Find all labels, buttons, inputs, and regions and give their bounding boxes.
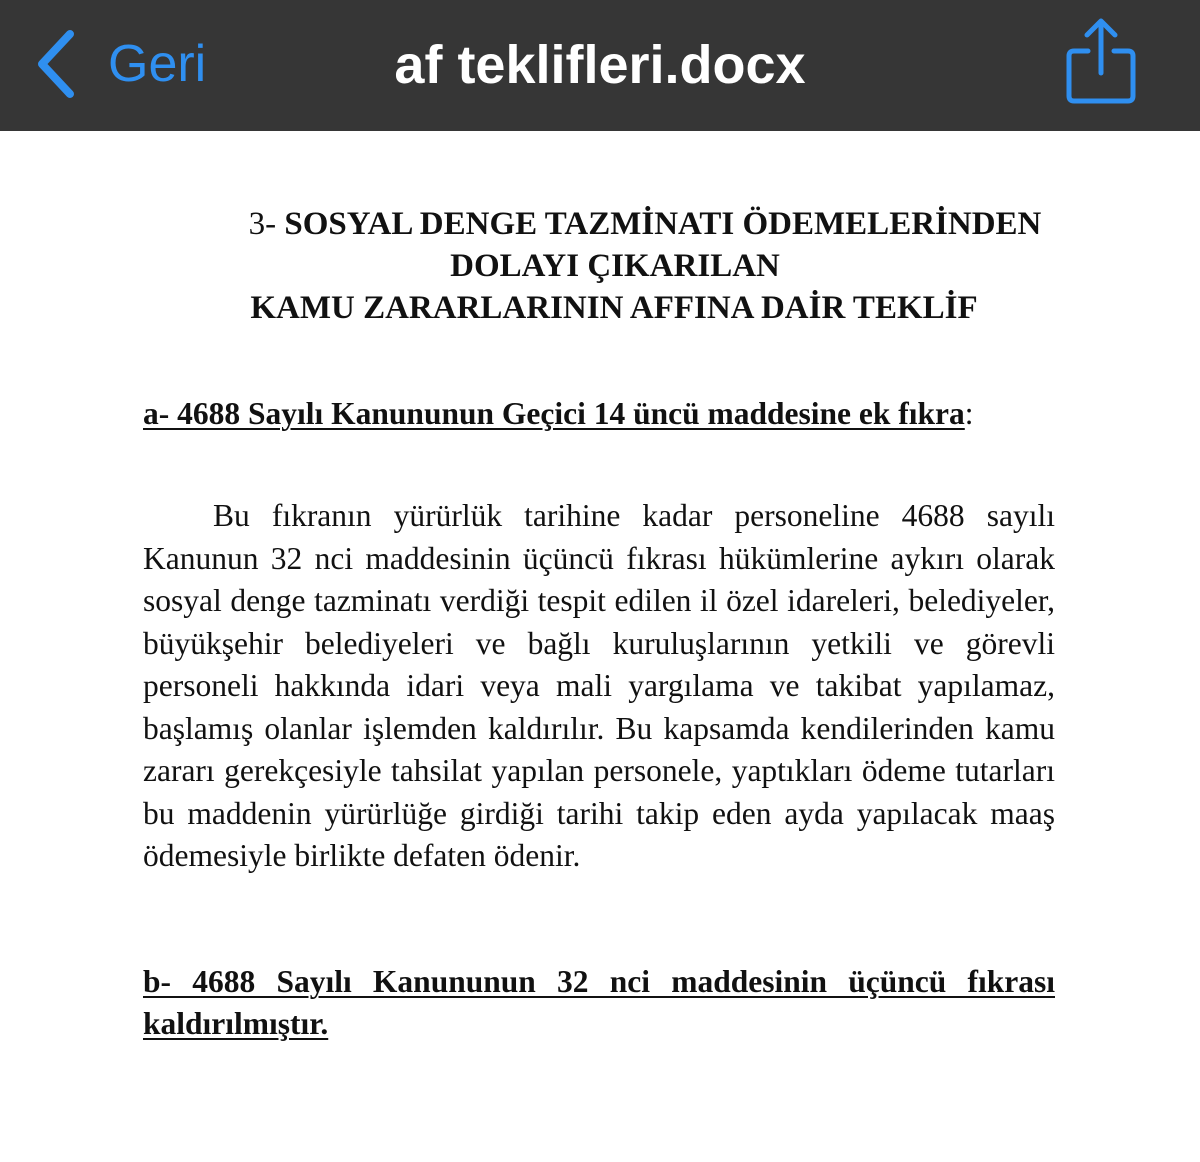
document-title: af teklifleri.docx (394, 35, 806, 95)
section-a-title (143, 393, 1055, 435)
chevron-left-icon (36, 29, 76, 99)
section-a-body: Bu fıkranın yürürlük tarihine kadar personeline 4688 sayılı Kanunun 32 nci maddesinin üçüncü fıkrası hükümlerine aykırı olarak sosyal denge tazminatı verdiği tespit edilen il özel idareleri, belediyeler, büyükşehir belediyeleri ve bağlı kuruluşlarının yetkili ve görevli personeli hakkında idari veya mali yargılama ve takibat yapılamaz, başlamış olanlar işlemden kaldırılır. Bu kapsamda kendilerinden kamu zararı gerekçesiyle tahsilat yapılan personele, yaptıkları ödeme tutarları bu maddenin yürürlüğe girdiği tarihi takip eden ayda yapılacak maaş ödemesiyle birlikte defaten ödenir. (143, 498, 1055, 873)
section-b-title-text: b- 4688 Sayılı Kanununun 32 nci maddesinin üçüncü fıkrası kaldırılmıştır. (143, 964, 1055, 1041)
back-button[interactable] (36, 28, 206, 100)
document-page (0, 131, 1200, 1162)
section-a-title-text: a- 4688 Sayılı Kanununun Geçici 14 üncü maddesine ek fıkra (143, 396, 965, 431)
heading-number: 3- (248, 206, 277, 242)
document-heading (130, 203, 1100, 329)
back-label: Geri (108, 35, 207, 93)
section-a-colon: : (964, 396, 974, 431)
share-button[interactable] (1064, 18, 1138, 108)
share-icon (1064, 18, 1138, 108)
navigation-bar (0, 0, 1200, 131)
heading-line-1 (130, 203, 1100, 245)
heading-line-3: KAMU ZARARLARININ AFFINA DAİR TEKLİF (250, 290, 978, 326)
section-b-title (143, 961, 1055, 1045)
heading-line-2: DOLAYI ÇIKARILAN (450, 248, 780, 284)
heading-line-1-text: SOSYAL DENGE TAZMİNATI ÖDEMELERİNDEN (284, 206, 1042, 242)
